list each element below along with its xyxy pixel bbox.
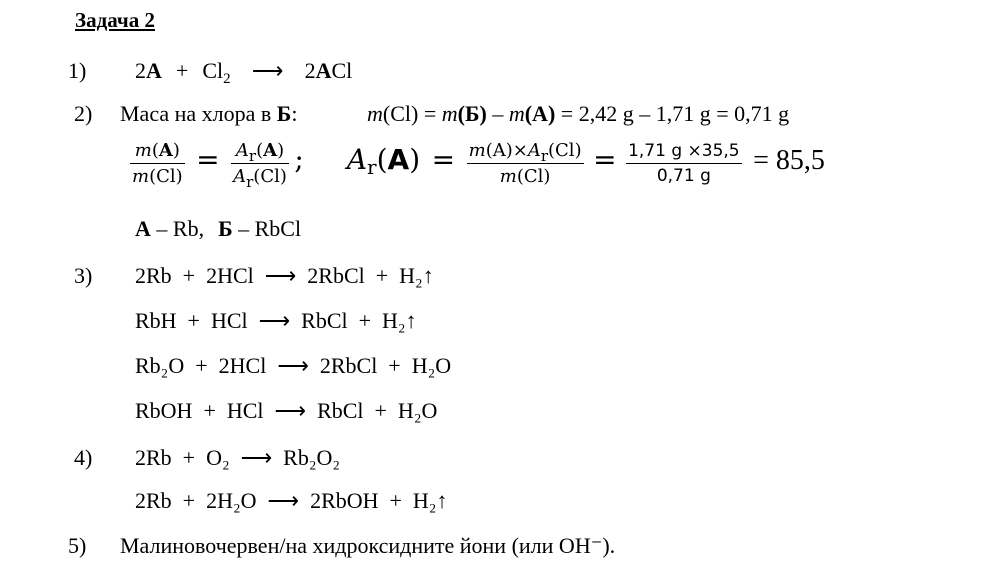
- semicolon: ;: [294, 142, 304, 176]
- result-value: = 85,5: [753, 144, 825, 176]
- reaction-3d: RbOH + HCl ⟶ RbCl + H₂O: [135, 398, 438, 423]
- reaction-4b: 2Rb + 2H₂O ⟶ 2RbOH + H₂↑: [135, 488, 448, 513]
- reaction-3a: 2Rb + 2HCl ⟶ 2RbCl + H₂↑: [135, 263, 434, 288]
- reaction-3c: Rb₂O + 2HCl ⟶ 2RbCl + H₂O: [135, 353, 452, 378]
- equation-1: $2A + Cl_2$ ⟶ 2ACl: [135, 58, 353, 87]
- item-number-4: 4): [74, 445, 93, 470]
- atomic-mass-label: $A_r(A)$: [346, 142, 421, 179]
- reaction-4a: 2Rb + O₂ ⟶ Rb₂O₂: [135, 445, 341, 470]
- item-number-1: 1): [68, 58, 87, 83]
- calculation-fraction: $\frac{m(A)\times A_r(Cl)}{m(Cl)}$: [468, 140, 582, 187]
- item-number-5: 5): [68, 533, 87, 558]
- identification-line: А – Rb, Б – RbCl: [135, 216, 302, 241]
- atomic-mass-formula: $\frac{m(A)}{m(Cl)}$ = $\frac{A_r(A)}{A_r(Cl)}$ ; $A_r(A)$ = $\frac{m(A)\times A_r(Cl)}{m(Cl)}$ = $\frac{1,71 g \times 35,5}{0,71 g}$ = 85,5: [132, 140, 825, 191]
- atomic-mass-ratio-fraction: $\frac{A_r(A)}{A_r(Cl)}$: [233, 140, 287, 191]
- item-number-3: 3): [74, 263, 93, 288]
- reaction-arrow: ⟶: [251, 58, 284, 83]
- reaction-3b: RbH + HCl ⟶ RbCl + H₂↑: [135, 308, 417, 333]
- task-title: Задача 2: [75, 8, 155, 32]
- chlorine-mass-expression: m(Cl) = m(Б) – m(А) = 2,42 g – 1,71 g = 0,71 g: [367, 101, 790, 126]
- answer-5: Малиновочервен/на хидроксидните йони (или OH⁻).: [120, 533, 616, 558]
- chlorine-mass-label: Маса на хлора в Б:: [120, 101, 298, 126]
- mass-ratio-fraction: $\frac{m(A)}{m(Cl)}$: [132, 140, 183, 187]
- item-number-2: 2): [74, 101, 93, 126]
- equals-sign: =: [196, 142, 220, 176]
- numeric-fraction: $\frac{1,71 g \times 35,5}{0,71 g}$: [628, 141, 740, 186]
